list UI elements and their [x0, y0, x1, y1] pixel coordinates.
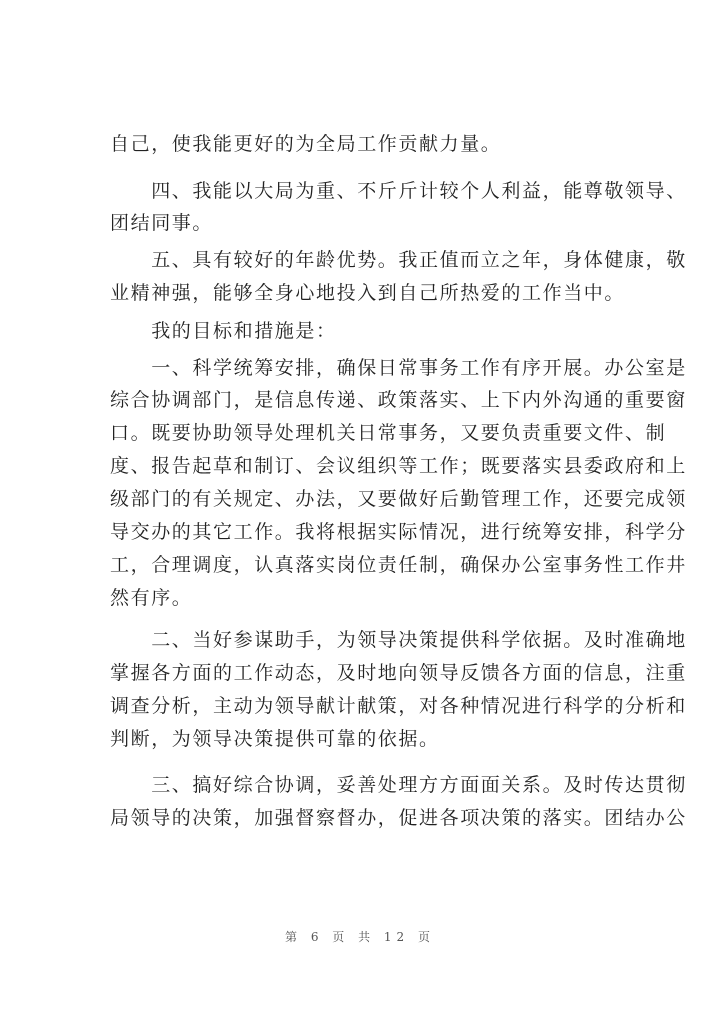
text-line-20: 局领导的决策，加强督察督办，促进各项决策的落实。团结办公 — [110, 807, 687, 829]
text-line-4: 五、具有较好的年龄优势。我正值而立之年，身体健康，敬 — [110, 249, 687, 271]
text-line-19: 三、搞好综合协调，妥善处理方方面面关系。及时传达贯彻 — [110, 774, 687, 796]
text-line-10: 度、报告起草和制订、会议组织等工作；既要落实县委政府和上 — [110, 455, 687, 477]
text-line-5: 业精神强，能够全身心地投入到自己所热爱的工作当中。 — [110, 282, 626, 304]
text-line-9: 口。既要协助领导处理机关日常事务，又要负责重要文件、制 — [110, 422, 667, 444]
text-line-14: 然有序。 — [110, 587, 193, 609]
text-line-15: 二、当好参谋助手，为领导决策提供科学依据。及时准确地 — [110, 629, 687, 651]
text-line-2: 四、我能以大局为重、不斤斤计较个人利益，能尊敬领导、 — [110, 180, 687, 202]
text-line-16: 掌握各方面的工作动态，及时地向领导反馈各方面的信息，注重 — [110, 662, 687, 684]
text-line-1: 自己，使我能更好的为全局工作贡献力量。 — [110, 133, 502, 155]
text-line-13: 工，合理调度，认真落实岗位责任制，确保办公室事务性工作井 — [110, 554, 687, 576]
text-line-8: 综合协调部门，是信息传递、政策落实、上下内外沟通的重要窗 — [110, 389, 687, 411]
text-line-6: 我的目标和措施是： — [110, 320, 337, 342]
page-number-footer: 第 6 页 共 12 页 — [285, 930, 435, 944]
text-line-7: 一、科学统筹安排，确保日常事务工作有序开展。办公室是 — [110, 357, 687, 379]
text-line-11: 级部门的有关规定、办法，又要做好后勤管理工作，还要完成领 — [110, 488, 687, 510]
text-line-18: 判断，为领导决策提供可靠的依据。 — [110, 728, 440, 750]
text-line-3: 团结同事。 — [110, 212, 214, 234]
text-line-17: 调查分析，主动为领导献计献策，对各种情况进行科学的分析和 — [110, 695, 687, 717]
text-line-12: 导交办的其它工作。我将根据实际情况，进行统筹安排，科学分 — [110, 521, 687, 543]
